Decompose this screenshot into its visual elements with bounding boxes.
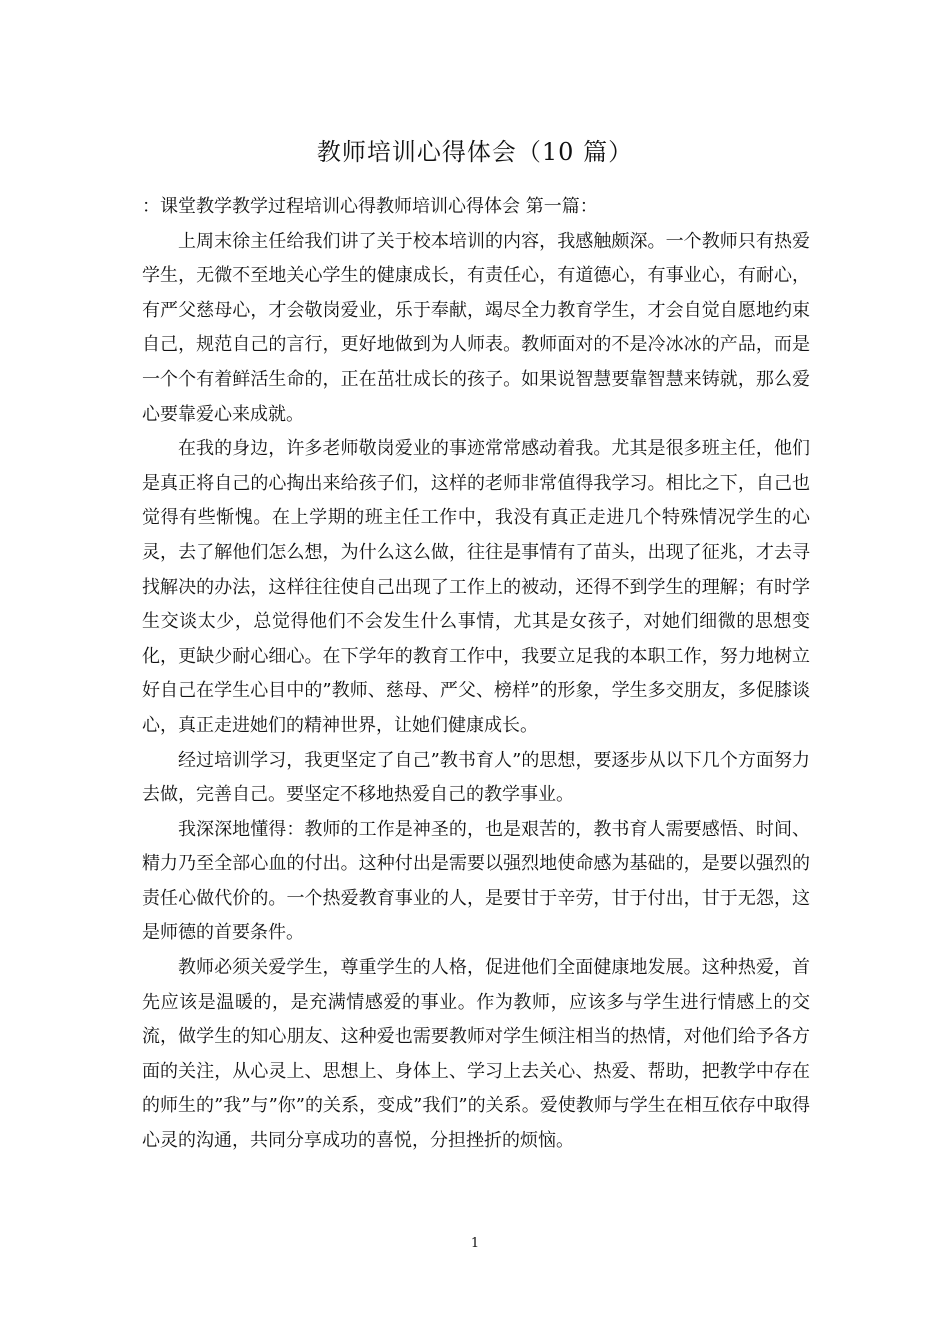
document-body [142, 190, 810, 1159]
body-paragraph: 上周末徐主任给我们讲了关于校本培训的内容，我感触颇深。一个教师只有热爱学生，无微不至地关心学生的健康成长，有责任心，有道德心，有事业心，有耐心，有严父慈母心，才会敬岗爱业，乐于奉献，竭尽全力教育学生，才会自觉自愿地约束自己，规范自己的言行，更好地做到为人师表。教师面对的不是冷冰冰的产品，而是一个个有着鲜活生命的，正在茁壮成长的孩子。如果说智慧要靠智慧来铸就，那么爱心要靠爱心来成就。 [142, 230, 810, 425]
body-paragraph: 在我的身边，许多老师敬岗爱业的事迹常常感动着我。尤其是很多班主任，他们是真正将自己的心掏出来给孩子们，这样的老师非常值得我学习。相比之下，自己也觉得有些惭愧。在上学期的班主任工作中，我没有真正走进几个特殊情况学生的心灵，去了解他们怎么想，为什么这么做，往往是事情有了苗头，出现了征兆，才去寻找解决的办法，这样往往使自己出现了工作上的被动，还得不到学生的理解；有时学生交谈太少，总觉得他们不会发生什么事情，尤其是女孩子，对她们细微的思想变化，更缺少耐心细心。在下学年的教育工作中，我要立足我的本职工作，努力地树立好自己在学生心目中的”教师、慈母、严父、榜样”的形象，学生多交朋友，多促膝谈心，真正走进她们的精神世界，让她们健康成长。 [142, 438, 810, 736]
document-title: 教师培训心得体会（10 篇） [316, 138, 634, 166]
section-heading: ：课堂教学教学过程培训心得教师培训心得体会 第一篇： [142, 196, 598, 217]
page-number: 1 [470, 1236, 480, 1251]
body-paragraph: 我深深地懂得：教师的工作是神圣的，也是艰苦的，教书育人需要感悟、时间、精力乃至全部心血的付出。这种付出是需要以强烈地使命感为基础的，是要以强烈的责任心做代价的。一个热爱教育事业的人，是要甘于辛劳，甘于付出，甘于无怨，这是师德的首要条件。 [142, 818, 810, 944]
body-paragraph: 经过培训学习，我更坚定了自己”教书育人”的思想，要逐步从以下几个方面努力去做，完善自己。要坚定不移地热爱自己的教学事业。 [142, 749, 810, 806]
body-paragraph: 教师必须关爱学生，尊重学生的人格，促进他们全面健康地发展。这种热爱，首先应该是温暖的，是充满情感爱的事业。作为教师，应该多与学生进行情感上的交流，做学生的知心朋友、这种爱也需要教师对学生倾注相当的热情，对他们给予各方面的关注，从心灵上、思想上、身体上、学习上去关心、热爱、帮助，把教学中存在的师生的”我”与”你”的关系，变成”我们”的关系。爱使教师与学生在相互依存中取得心灵的沟通，共同分享成功的喜悦，分担挫折的烦恼。 [142, 957, 810, 1152]
